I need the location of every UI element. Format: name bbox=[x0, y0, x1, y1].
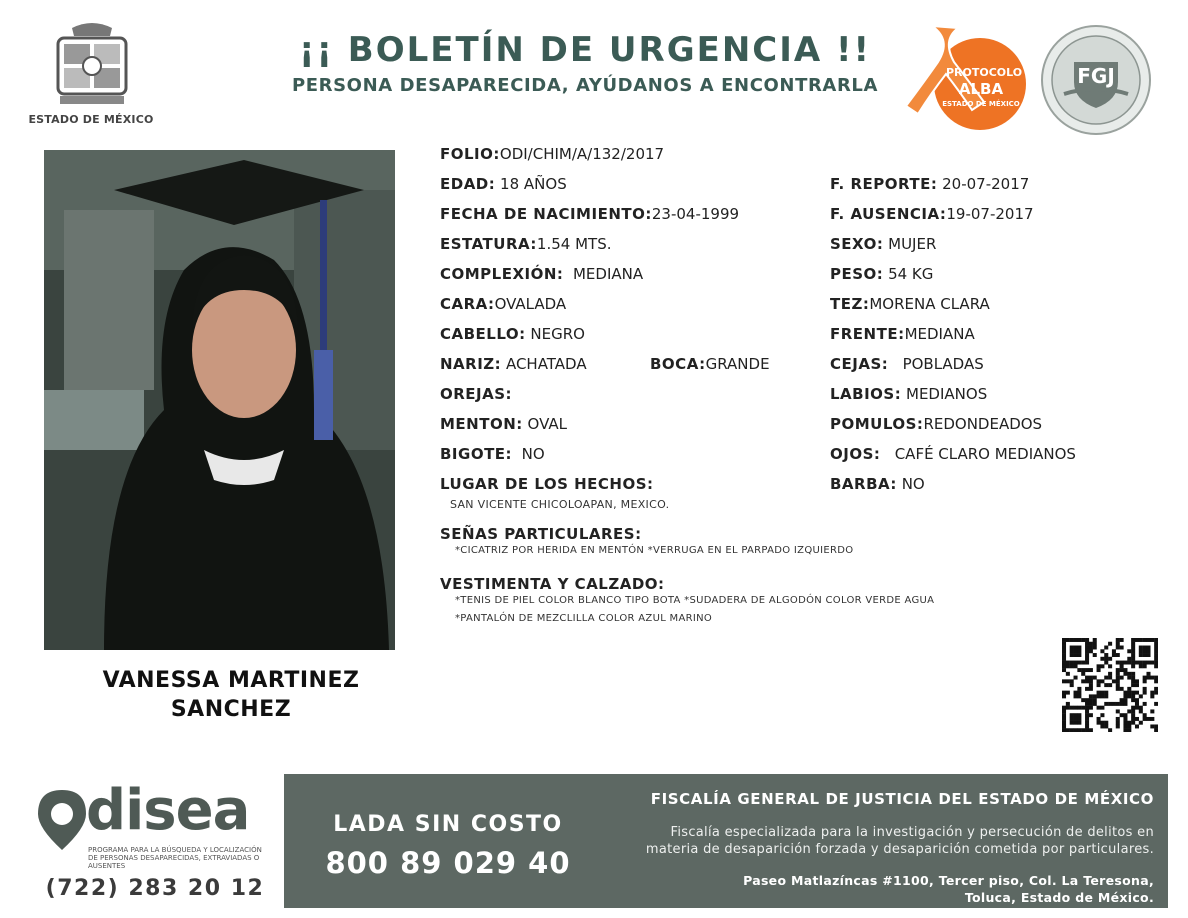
odisea-logo bbox=[34, 778, 274, 876]
field-lugar-label: LUGAR DE LOS HECHOS: bbox=[440, 475, 654, 493]
qr-code-icon bbox=[1062, 638, 1158, 732]
page-subtitle: PERSONA DESAPARECIDA, AYÚDANOS A ENCONTRARLA bbox=[291, 75, 879, 96]
field-complexion: COMPLEXIÓN: MEDIANA bbox=[440, 265, 644, 283]
vestimenta-line1: *TENIS DE PIEL COLOR BLANCO TIPO BOTA *SUDADERA DE ALGODÓN COLOR VERDE AGUA bbox=[455, 595, 935, 606]
coat-of-arms-icon bbox=[50, 20, 134, 108]
odisea-phone: (722) 283 20 12 bbox=[45, 876, 265, 901]
field-cabello: CABELLO: NEGRO bbox=[440, 325, 585, 343]
fgj-logo-text: FGJ bbox=[1077, 64, 1115, 88]
field-cara: CARA:OVALADA bbox=[440, 295, 567, 313]
fgj-logo bbox=[1040, 24, 1152, 136]
lada-number: 800 89 029 40 bbox=[325, 846, 571, 880]
missing-person-photo bbox=[44, 150, 395, 650]
field-edad: EDAD: 18 AÑOS bbox=[440, 175, 567, 193]
map-pin-icon bbox=[34, 788, 90, 852]
field-fecha-nacimiento: FECHA DE NACIMIENTO:23-04-1999 bbox=[440, 205, 740, 223]
field-nariz: NARIZ: ACHATADA bbox=[440, 355, 587, 373]
protocolo-alba-badge bbox=[902, 22, 1032, 132]
field-f-reporte: F. REPORTE: 20-07-2017 bbox=[830, 175, 1030, 193]
field-boca: BOCA:GRANDE bbox=[650, 355, 770, 373]
field-peso: PESO: 54 KG bbox=[830, 265, 934, 283]
field-orejas: OREJAS: bbox=[440, 385, 513, 403]
state-label: ESTADO DE MÉXICO bbox=[28, 113, 154, 126]
fgj-address: Paseo Matlazíncas #1100, Tercer piso, Col. La Teresona, Toluca, Estado de México. bbox=[743, 873, 1154, 905]
field-barba: BARBA: NO bbox=[830, 475, 925, 493]
field-sexo: SEXO: MUJER bbox=[830, 235, 937, 253]
senas-value: *CICATRIZ POR HERIDA EN MENTÓN *VERRUGA EN EL PARPADO IZQUIERDO bbox=[455, 545, 854, 556]
person-name-line2: SANCHEZ bbox=[170, 697, 292, 722]
field-estatura: ESTATURA:1.54 MTS. bbox=[440, 235, 612, 253]
field-tez: TEZ:MORENA CLARA bbox=[830, 295, 990, 313]
field-lugar-value: SAN VICENTE CHICOLOAPAN, MEXICO. bbox=[450, 498, 670, 511]
odisea-program: PROGRAMA PARA LA BÚSQUEDA Y LOCALIZACIÓN DE PERSONAS DESAPARECIDAS, EXTRAVIADAS O AUSENTES bbox=[88, 846, 262, 870]
field-labios: LABIOS: MEDIANOS bbox=[830, 385, 988, 403]
field-cejas: CEJAS: POBLADAS bbox=[830, 355, 984, 373]
field-frente: FRENTE:MEDIANA bbox=[830, 325, 975, 343]
senas-label: SEÑAS PARTICULARES: bbox=[440, 525, 642, 543]
lada-label: LADA SIN COSTO bbox=[333, 812, 563, 837]
person-name bbox=[44, 666, 418, 724]
alba-line1: PROTOCOLO bbox=[946, 66, 1023, 79]
person-name-line1: VANESSA MARTINEZ bbox=[102, 668, 360, 693]
odisea-wordmark: disea bbox=[86, 778, 250, 843]
field-folio: FOLIO:ODI/CHIM/A/132/2017 bbox=[440, 145, 665, 163]
fgj-description: Fiscalía especializada para la investigación y persecución de delitos en materia de desaparición forzada y desaparición cometida por particulares. bbox=[645, 825, 1154, 857]
fgj-name: FISCALÍA GENERAL DE JUSTICIA DEL ESTADO DE MÉXICO bbox=[650, 790, 1154, 808]
field-menton: MENTON: OVAL bbox=[440, 415, 568, 433]
vestimenta-line2: *PANTALÓN DE MEZCLILLA COLOR AZUL MARINO bbox=[455, 613, 713, 624]
alba-line2: ALBA bbox=[958, 80, 1004, 98]
alba-line3: ESTADO DE MÉXICO bbox=[942, 100, 1020, 108]
field-f-ausencia: F. AUSENCIA:19-07-2017 bbox=[830, 205, 1034, 223]
field-pomulos: POMULOS:REDONDEADOS bbox=[830, 415, 1043, 433]
page-title: ¡¡ BOLETÍN DE URGENCIA !! bbox=[298, 30, 872, 70]
field-bigote: BIGOTE: NO bbox=[440, 445, 545, 463]
vestimenta-label: VESTIMENTA Y CALZADO: bbox=[440, 575, 665, 593]
field-ojos: OJOS: CAFÉ CLARO MEDIANOS bbox=[830, 445, 1076, 463]
